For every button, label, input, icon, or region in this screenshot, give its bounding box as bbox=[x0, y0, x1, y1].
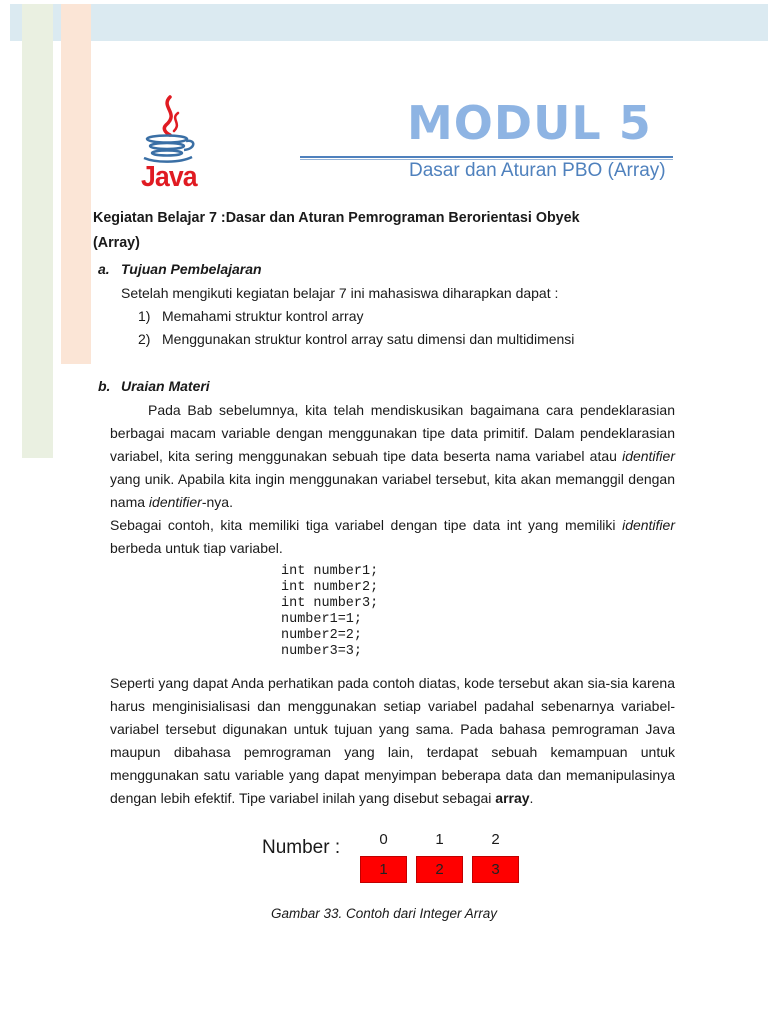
paragraph-text: berbeda untuk tiap variabel. bbox=[110, 540, 283, 556]
section-heading-line2: (Array) bbox=[93, 235, 140, 251]
subsection-title-tujuan: Tujuan Pembelajaran bbox=[121, 261, 262, 277]
array-cell: 2 bbox=[416, 856, 463, 883]
figure-caption: Gambar 33. Contoh dari Integer Array bbox=[270, 906, 498, 921]
array-term: array bbox=[495, 790, 530, 806]
subsection-title-uraian: Uraian Materi bbox=[121, 378, 210, 394]
material-paragraph-1 bbox=[110, 399, 675, 560]
array-index: 0 bbox=[379, 831, 388, 848]
identifier-term: identifier bbox=[622, 517, 675, 533]
paragraph-text: Sebagai contoh, kita memiliki tiga variabel dengan tipe data int yang memiliki bbox=[110, 517, 623, 533]
array-cell: 3 bbox=[472, 856, 519, 883]
array-index: 1 bbox=[435, 831, 444, 848]
array-label: Number : bbox=[262, 837, 341, 858]
paragraph-text: Seperti yang dapat Anda perhatikan pada contoh diatas, kode tersebut akan sia-sia karena harus menginisialisasi dan menggunakan setiap variabel padahal sebenarnya variabel-variabel tersebut digunakan untuk tujuan yang sama. Pada bahasa pemrograman Java maupun dibahasa pemrograman yang lain, terdapat sebuah kemampuan untuk menggunakan satu variable yang dapat menyimpan beberapa data dan memanipulasinya dengan lebih efektif. Tipe variabel inilah yang disebut sebagai bbox=[110, 675, 675, 806]
paragraph-text: Pada Bab sebelumnya, kita telah mendiskusikan bagaimana cara pendeklarasian berbagai macam variable dengan menggunakan tipe data primitif. Dalam pendeklarasian variabel, kita sering menggunakan sebuah tipe data beserta nama variabel atau bbox=[110, 402, 675, 464]
array-cell: 1 bbox=[360, 856, 407, 883]
module-subtitle: Dasar dan Aturan PBO (Array) bbox=[409, 160, 666, 181]
code-example: int number1; int number2; int number3; number1=1; number2=2; number3=3; bbox=[281, 564, 379, 659]
paragraph-text: -nya. bbox=[201, 494, 233, 510]
objective-number: 2) bbox=[138, 331, 151, 347]
decorative-strip-peach bbox=[61, 4, 91, 364]
material-paragraph-2 bbox=[110, 672, 675, 810]
title-divider bbox=[300, 156, 673, 158]
array-index: 2 bbox=[491, 831, 500, 848]
paragraph-text: yang unik. Apabila kita ingin menggunakan variabel tersebut, kita akan memanggil dengan nama bbox=[110, 471, 675, 510]
paragraph-body bbox=[110, 672, 675, 810]
identifier-term: identifier bbox=[148, 494, 202, 510]
objectives-intro: Setelah mengikuti kegiatan belajar 7 ini mahasiswa diharapkan dapat : bbox=[121, 285, 559, 301]
objective-item: Menggunakan struktur kontrol array satu dimensi dan multidimensi bbox=[162, 331, 575, 347]
java-logo-text: Java bbox=[141, 161, 197, 193]
decorative-strip-green bbox=[22, 4, 53, 458]
module-title: MODUL 5 bbox=[407, 96, 652, 150]
list-marker-b: b. bbox=[98, 378, 111, 394]
section-heading-line1: Kegiatan Belajar 7 :Dasar dan Aturan Pemrograman Berorientasi Obyek bbox=[93, 210, 580, 226]
header-band bbox=[10, 4, 768, 41]
objective-item: Memahami struktur kontrol array bbox=[162, 308, 364, 324]
paragraph-body bbox=[110, 514, 675, 560]
objective-number: 1) bbox=[138, 308, 151, 324]
identifier-term: identifier bbox=[622, 448, 675, 464]
paragraph-body bbox=[110, 399, 675, 514]
paragraph-text: . bbox=[529, 790, 534, 806]
list-marker-a: a. bbox=[98, 261, 110, 277]
